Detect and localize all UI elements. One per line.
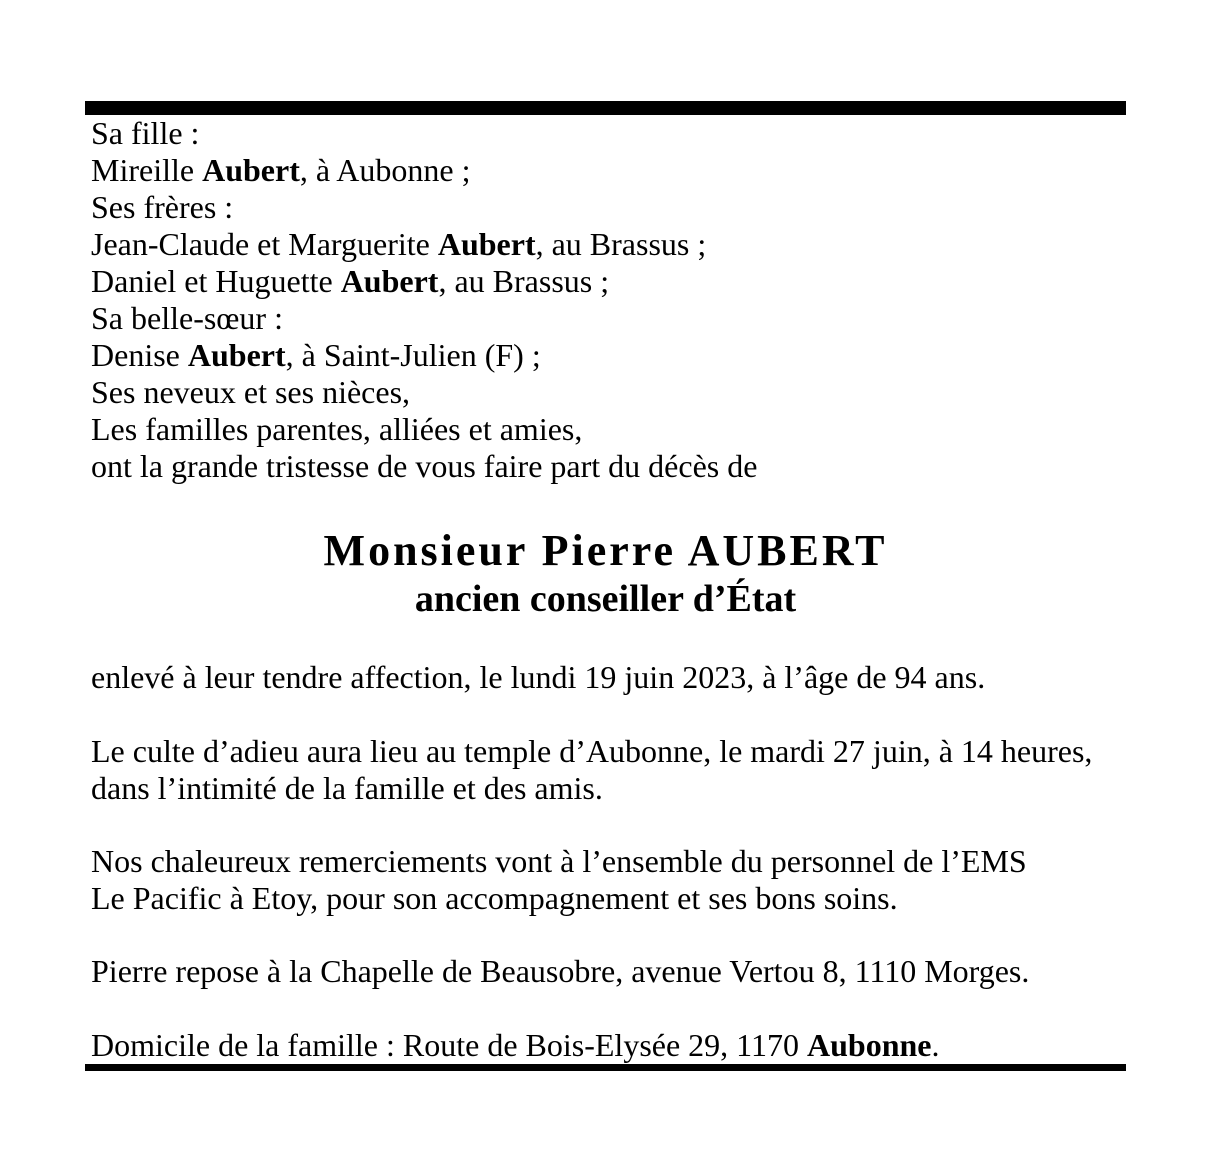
domicile-town-bold: Aubonne bbox=[806, 1027, 932, 1063]
family-line-relation bbox=[91, 374, 1126, 411]
paragraph-line: Le Pacific à Etoy, pour son accompagnement et ses bons soins. bbox=[91, 880, 898, 916]
paragraph-line: Nos chaleureux remerciements vont à l’ensemble du personnel de l’EMS bbox=[91, 843, 1027, 879]
top-rule bbox=[85, 101, 1126, 115]
surname-bold: Aubert bbox=[340, 263, 439, 299]
deceased-role: ancien conseiller d’État bbox=[414, 578, 797, 620]
paragraph-line: Le culte d’adieu aura lieu au temple d’Aubonne, le mardi 27 juin, à 14 heures, bbox=[91, 733, 1093, 769]
name-suffix: , au Brassus ; bbox=[438, 263, 610, 299]
name-suffix: , à Saint-Julien (F) ; bbox=[285, 337, 541, 373]
paragraph-chapel bbox=[85, 953, 1126, 990]
name-prefix: Daniel et Huguette bbox=[91, 263, 341, 299]
family-line-text: Sa fille : bbox=[91, 115, 200, 151]
paragraph-line bbox=[91, 1027, 1126, 1064]
paragraph-death bbox=[85, 659, 1126, 696]
obituary-notice bbox=[85, 0, 1126, 1071]
family-line-relation bbox=[91, 189, 1126, 226]
name-prefix: Jean-Claude et Marguerite bbox=[91, 226, 438, 262]
paragraph-line: Pierre repose à la Chapelle de Beausobre, avenue Vertou 8, 1110 Morges. bbox=[91, 953, 1030, 989]
paragraph-thanks bbox=[85, 843, 1126, 917]
paragraph-line: dans l’intimité de la famille et des amis. bbox=[91, 770, 603, 806]
paragraph-service bbox=[85, 733, 1126, 807]
family-line-name bbox=[91, 263, 1126, 300]
paragraph-line: enlevé à leur tendre affection, le lundi 19 juin 2023, à l’âge de 94 ans. bbox=[91, 659, 986, 695]
name-prefix: Denise bbox=[91, 337, 188, 373]
deceased-title bbox=[85, 527, 1126, 623]
family-line-text: Les familles parentes, alliées et amies, bbox=[91, 411, 583, 447]
family-line-intro bbox=[91, 448, 1126, 485]
name-suffix: , à Aubonne ; bbox=[299, 152, 471, 188]
family-line-relation bbox=[91, 411, 1126, 448]
surname-bold: Aubert bbox=[187, 337, 286, 373]
name-suffix: , au Brassus ; bbox=[535, 226, 707, 262]
family-line-relation bbox=[91, 115, 1126, 152]
domicile-prefix: Domicile de la famille : Route de Bois-Elysée 29, 1170 bbox=[91, 1027, 807, 1063]
surname-bold: Aubert bbox=[202, 152, 300, 188]
family-line-text: Ses neveux et ses nièces, bbox=[91, 374, 411, 410]
bottom-rule bbox=[85, 1064, 1126, 1071]
paragraph-domicile bbox=[85, 1027, 1126, 1064]
family-list bbox=[85, 115, 1126, 485]
family-line-relation bbox=[91, 300, 1126, 337]
family-line-name bbox=[91, 152, 1126, 189]
surname-bold: Aubert bbox=[437, 226, 536, 262]
domicile-suffix: . bbox=[931, 1027, 940, 1063]
family-line-name bbox=[91, 226, 1126, 263]
family-line-text: Sa belle-sœur : bbox=[91, 300, 283, 336]
family-line-text: Ses frères : bbox=[91, 189, 234, 225]
family-line-text: ont la grande tristesse de vous faire part du décès de bbox=[91, 448, 758, 484]
family-line-name bbox=[91, 337, 1126, 374]
deceased-name: Monsieur Pierre AUBERT bbox=[323, 526, 888, 575]
name-prefix: Mireille bbox=[91, 152, 203, 188]
